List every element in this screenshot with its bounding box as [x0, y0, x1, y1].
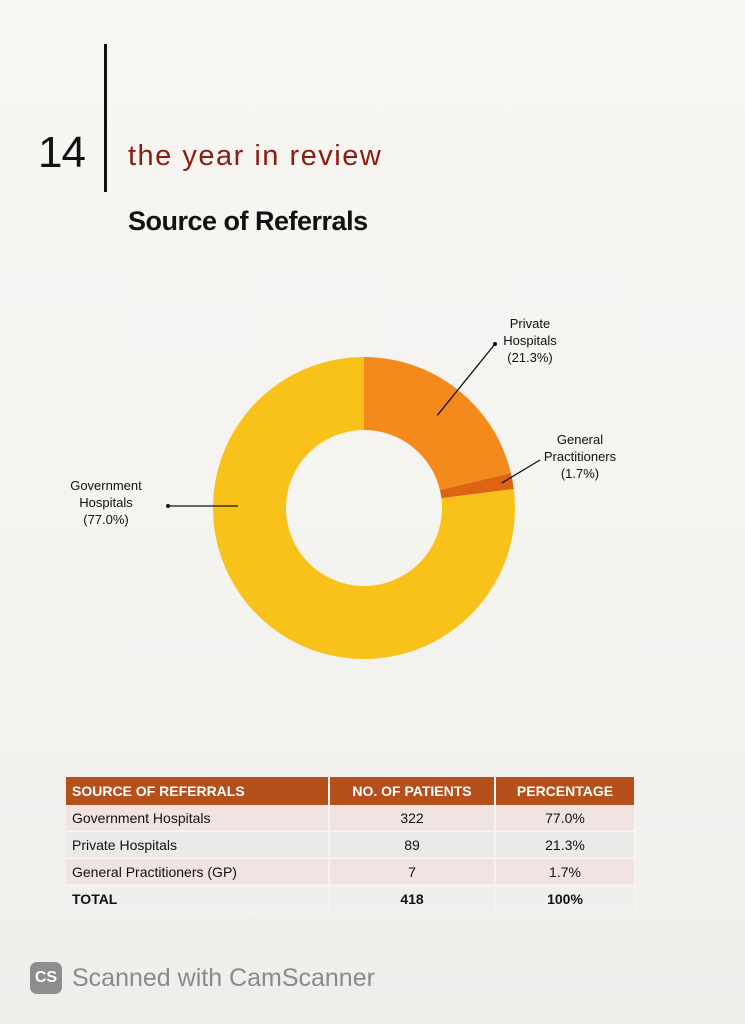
- table-row: [66, 805, 635, 831]
- table-total-row: [66, 885, 635, 912]
- referrals-table: [66, 777, 636, 913]
- table-row: [66, 858, 635, 885]
- scanner-watermark: [30, 962, 375, 994]
- watermark-text: Scanned with CamScanner: [72, 963, 375, 992]
- table-cell: 418: [329, 885, 495, 912]
- table-cell: 7: [329, 858, 495, 885]
- column-header: NO. OF PATIENTS: [329, 777, 495, 805]
- table-cell: Government Hospitals: [66, 805, 329, 831]
- table-row: [66, 831, 635, 858]
- column-header: PERCENTAGE: [495, 777, 635, 805]
- column-header: SOURCE OF REFERRALS: [66, 777, 329, 805]
- slice-label: (1.7%): [560, 466, 600, 481]
- table-cell: 322: [329, 805, 495, 831]
- table-cell: Private Hospitals: [66, 831, 329, 858]
- leader-dot: [493, 342, 497, 346]
- slice-label: (21.3%): [507, 350, 553, 365]
- referrals-donut-chart: [0, 300, 745, 680]
- table-cell: 77.0%: [495, 805, 635, 831]
- table-header-row: [66, 777, 635, 805]
- table-cell: TOTAL: [66, 885, 329, 912]
- section-title: the year in review: [128, 140, 383, 172]
- table-cell: 89: [329, 831, 495, 858]
- slice-label: Government: [70, 478, 142, 493]
- camscanner-logo-icon: CS: [30, 962, 62, 994]
- slice-label: Hospitals: [503, 333, 557, 348]
- slice-label: Private: [509, 316, 551, 331]
- table-cell: 1.7%: [495, 858, 635, 885]
- page-title: Source of Referrals: [128, 206, 368, 236]
- header-divider: [104, 44, 107, 192]
- slice-label: (77.0%): [83, 512, 129, 527]
- slice-label: General: [556, 432, 604, 447]
- table-cell: General Practitioners (GP): [66, 858, 329, 885]
- page-number: 14: [38, 128, 85, 177]
- table-cell: 100%: [495, 885, 635, 912]
- slice-label: Hospitals: [79, 495, 133, 510]
- slice-label: Practitioners: [543, 449, 617, 464]
- donut-slice-private-hospitals: [364, 357, 511, 490]
- leader-dot: [166, 504, 170, 508]
- table-cell: 21.3%: [495, 831, 635, 858]
